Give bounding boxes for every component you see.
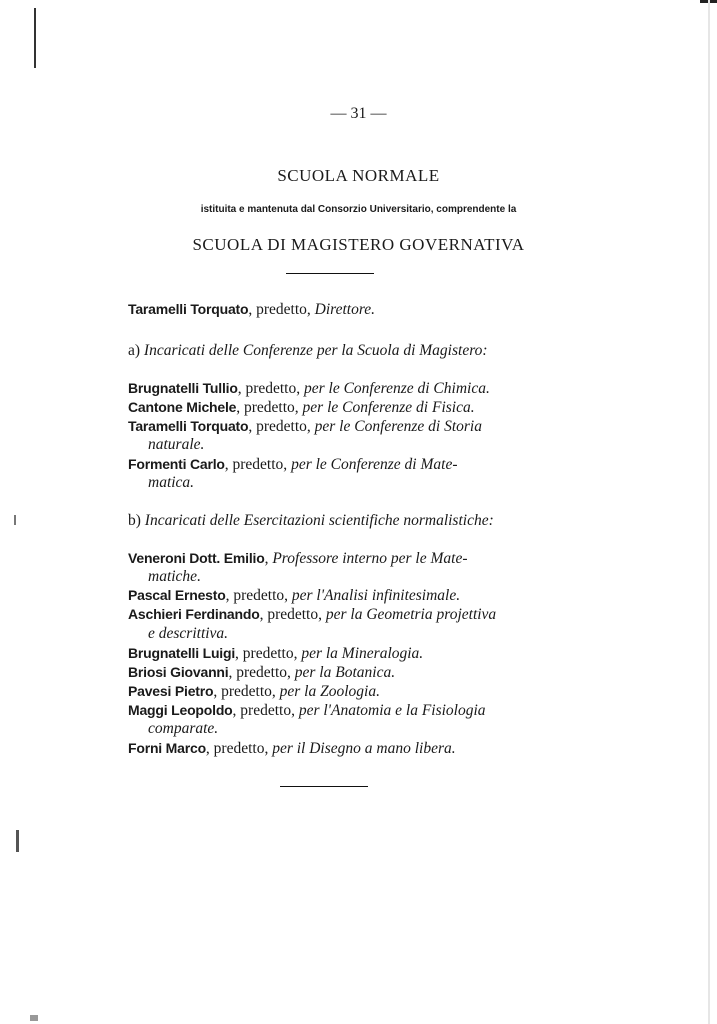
person-role: per le Conferenze di Fisica. bbox=[302, 399, 475, 416]
section-label: a) bbox=[128, 342, 144, 359]
person-role: Direttore. bbox=[314, 301, 376, 318]
divider bbox=[280, 786, 368, 787]
list-item bbox=[128, 683, 380, 701]
continuation-line: comparate. bbox=[148, 720, 219, 737]
scan-mark bbox=[34, 8, 36, 68]
section-a-title bbox=[128, 342, 488, 360]
director-line bbox=[128, 301, 375, 319]
scan-edge bbox=[708, 0, 710, 1024]
person-role: per il Disegno a mano libera. bbox=[272, 740, 456, 757]
continuation-line: e descrittiva. bbox=[148, 625, 229, 642]
list-item bbox=[128, 456, 458, 474]
list-item bbox=[128, 380, 490, 398]
person-name: Cantone Michele bbox=[128, 399, 237, 415]
continuation-line: matiche. bbox=[148, 568, 201, 585]
person-role: Professore interno per le Mate- bbox=[272, 550, 468, 567]
scan-mark bbox=[14, 515, 16, 525]
separator: , predetto, bbox=[228, 664, 295, 681]
separator: , predetto, bbox=[213, 683, 280, 700]
page-title: SCUOLA NORMALE bbox=[277, 166, 440, 185]
list-item bbox=[128, 550, 468, 568]
separator: , predetto, bbox=[259, 606, 326, 623]
list-item bbox=[128, 702, 486, 720]
list-item bbox=[128, 399, 475, 417]
continuation-line: naturale. bbox=[148, 436, 205, 453]
list-item bbox=[128, 740, 456, 758]
separator: , predetto, bbox=[236, 399, 303, 416]
page-number: — 31 — bbox=[330, 105, 387, 122]
divider bbox=[286, 273, 374, 274]
person-role: per la Botanica. bbox=[294, 664, 396, 681]
separator: , predetto, bbox=[224, 456, 292, 473]
continuation-line: matica. bbox=[148, 474, 195, 491]
separator: , predetto, bbox=[235, 645, 302, 662]
person-role: per la Mineralogia. bbox=[301, 645, 424, 662]
list-item bbox=[128, 645, 423, 663]
person-role: per la Zoologia. bbox=[279, 683, 380, 700]
person-name: Taramelli Torquato bbox=[128, 301, 249, 317]
separator: , predetto, bbox=[205, 740, 273, 757]
person-name: Maggi Leopoldo bbox=[128, 702, 233, 718]
separator: , predetto, bbox=[248, 418, 315, 435]
separator: , predetto, bbox=[237, 380, 304, 397]
section-title: Incaricati delle Conferenze per la Scuola di Magistero: bbox=[143, 342, 488, 359]
person-name: Formenti Carlo bbox=[128, 456, 225, 472]
person-role: per l'Anatomia e la Fisiologia bbox=[298, 702, 486, 719]
person-name: Taramelli Torquato bbox=[128, 418, 249, 434]
person-name: Brugnatelli Tullio bbox=[128, 380, 238, 396]
person-role: per l'Analisi infinitesimale. bbox=[291, 587, 461, 604]
list-item bbox=[128, 418, 482, 436]
list-item bbox=[128, 664, 395, 682]
section-b-title bbox=[128, 512, 494, 530]
person-name: Briosi Giovanni bbox=[128, 664, 229, 680]
separator: , predetto, bbox=[225, 587, 292, 604]
person-name: Pascal Ernesto bbox=[128, 587, 226, 603]
section-label: b) bbox=[128, 512, 145, 529]
person-name: Aschieri Ferdinando bbox=[128, 606, 260, 622]
person-name: Pavesi Pietro bbox=[128, 683, 214, 699]
separator: , predetto, bbox=[248, 301, 315, 318]
section-heading: SCUOLA DI MAGISTERO GOVERNATIVA bbox=[192, 235, 525, 254]
section-title: Incaricati delle Esercitazioni scientifiche normalistiche: bbox=[144, 512, 494, 529]
separator: , predetto, bbox=[232, 702, 299, 719]
separator: , bbox=[264, 550, 273, 567]
scan-mark bbox=[30, 1015, 38, 1021]
person-role: per le Conferenze di Chimica. bbox=[304, 380, 490, 397]
scan-mark bbox=[16, 830, 19, 852]
list-item bbox=[128, 587, 460, 605]
person-role: per le Conferenze di Storia bbox=[314, 418, 482, 435]
page-subtitle: istituita e mantenuta dal Consorzio Universitario, comprendente la bbox=[200, 204, 517, 215]
person-name: Veneroni Dott. Emilio bbox=[128, 550, 265, 566]
person-role: per la Geometria projettiva bbox=[325, 606, 497, 623]
person-name: Forni Marco bbox=[128, 740, 206, 756]
list-item bbox=[128, 606, 496, 624]
person-role: per le Conferenze di Mate- bbox=[291, 456, 458, 473]
person-name: Brugnatelli Luigi bbox=[128, 645, 236, 661]
